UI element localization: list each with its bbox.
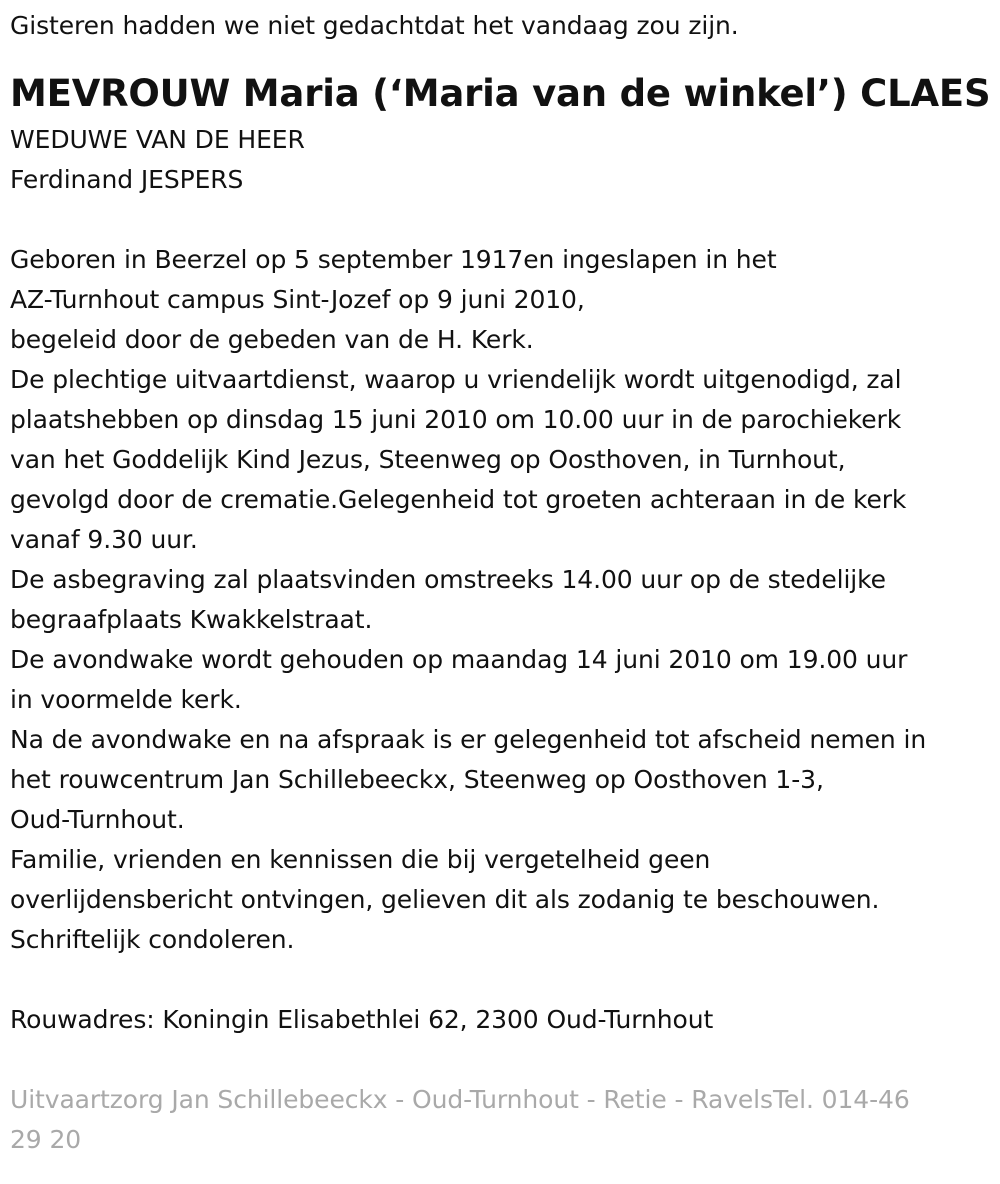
- announcement-line: De asbegraving zal plaatsvinden omstreeks 14.00 uur op de stedelijke: [10, 565, 886, 594]
- announcement-line: plaatshebben op dinsdag 15 juni 2010 om 10.00 uur in de parochiekerk: [10, 405, 902, 434]
- announcement-line: Na de avondwake en na afspraak is er gelegenheid tot afscheid nemen in: [10, 725, 927, 754]
- condolence-link[interactable]: Schriftelijk condoleren.: [10, 925, 295, 954]
- announcement-line: Familie, vrienden en kennissen die bij vergetelheid geen: [10, 845, 711, 874]
- announcement-line: Oud-Turnhout.: [10, 805, 185, 834]
- announcement-line: van het Goddelijk Kind Jezus, Steenweg op Oosthoven, in Turnhout,: [10, 445, 846, 474]
- announcement-line: het rouwcentrum Jan Schillebeeckx, Steenweg op Oosthoven 1-3,: [10, 765, 824, 794]
- spacer: [10, 960, 995, 1000]
- deceased-name: MEVROUW Maria (‘Maria van de winkel’) CLAES: [10, 72, 991, 115]
- announcement-line: AZ-Turnhout campus Sint-Jozef op 9 juni 2010,: [10, 285, 585, 314]
- footer-line: Uitvaartzorg Jan Schillebeeckx - Oud-Turnhout - Retie - RavelsTel. 014-46: [10, 1085, 910, 1114]
- announcement-line: overlijdensbericht ontvingen, gelieven dit als zodanig te beschouwen.: [10, 885, 880, 914]
- widow-title-line: WEDUWE VAN DE HEER: [10, 125, 305, 154]
- announcement-line: in voormelde kerk.: [10, 685, 242, 714]
- announcement-line: De avondwake wordt gehouden op maandag 14 juni 2010 om 19.00 uur: [10, 645, 908, 674]
- announcement-line: De plechtige uitvaartdienst, waarop u vriendelijk wordt uitgenodigd, zal: [10, 365, 902, 394]
- spacer: [10, 200, 995, 240]
- announcement-body: [10, 240, 995, 960]
- widow-title: [10, 120, 995, 200]
- announcement-line: gevolgd door de crematie.Gelegenheid tot groeten achteraan in de kerk: [10, 485, 907, 514]
- obituary-document: [10, 0, 995, 1160]
- announcement-line: Geboren in Beerzel op 5 september 1917en ingeslapen in het: [10, 245, 777, 274]
- mourning-address: Rouwadres: Koningin Elisabethlei 62, 2300 Oud-Turnhout: [10, 1005, 714, 1034]
- spouse-name: Ferdinand JESPERS: [10, 165, 244, 194]
- announcement-line: begraafplaats Kwakkelstraat.: [10, 605, 373, 634]
- funeral-home-footer: [10, 1080, 995, 1160]
- announcement-line: vanaf 9.30 uur.: [10, 525, 198, 554]
- footer-line: 29 20: [10, 1125, 82, 1154]
- announcement-line: begeleid door de gebeden van de H. Kerk.: [10, 325, 534, 354]
- opening-quote: Gisteren hadden we niet gedachtdat het vandaag zou zijn.: [10, 11, 739, 40]
